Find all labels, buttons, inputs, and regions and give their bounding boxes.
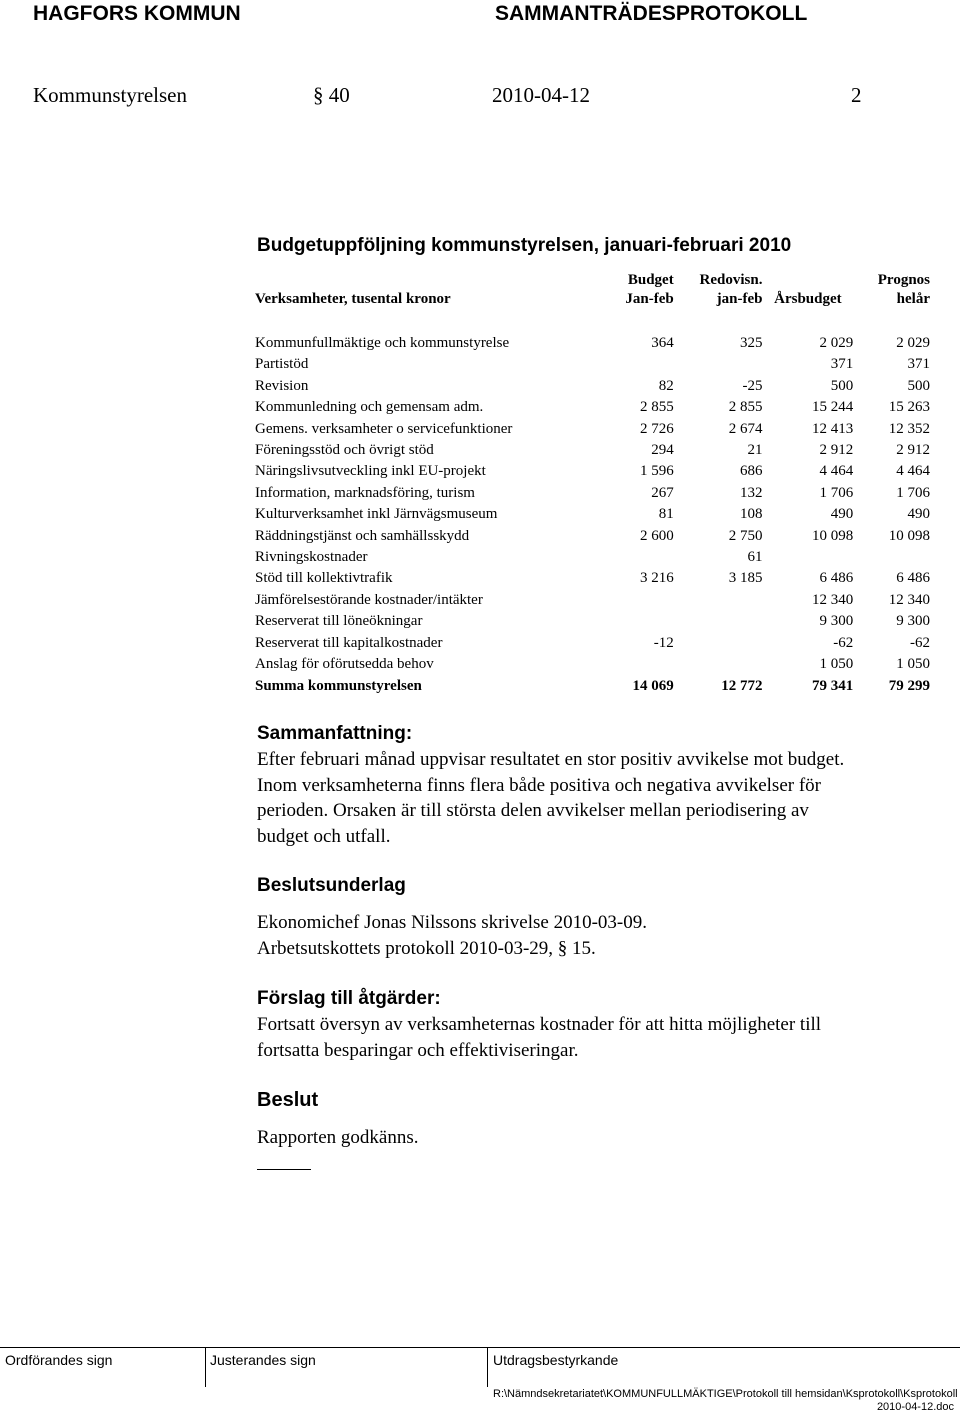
redovisn-jan-feb xyxy=(674,354,763,375)
prognos-helar: 6 486 xyxy=(896,570,930,587)
row-label: Räddningstjänst och samhällsskydd xyxy=(255,527,470,544)
arsbudget: 2 029 xyxy=(819,335,854,351)
redovisn-jan-feb xyxy=(674,633,763,654)
table-row xyxy=(255,333,930,354)
adjuster-signature-label: Justerandes sign xyxy=(210,1352,316,1368)
redovisn-jan-feb xyxy=(674,611,763,632)
prognos-helar: 490 xyxy=(907,506,930,523)
budget-jan-feb: 81 xyxy=(658,506,674,523)
basis-line: Ekonomichef Jonas Nilssons skrivelse 2010-03-09. xyxy=(257,912,647,933)
header-redovisn: Redovisn. xyxy=(699,272,763,288)
header-helar: helår xyxy=(896,291,930,307)
prognos-helar: 1 050 xyxy=(896,656,930,673)
total-row-label: Summa kommunstyrelsen xyxy=(255,677,422,694)
report-title: Budgetuppföljning kommunstyrelsen, januari-februari 2010 xyxy=(257,235,792,256)
row-label: Gemens. verksamheter o servicefunktioner xyxy=(255,420,513,437)
header-budget: Budget xyxy=(627,272,674,288)
row-label: Revision xyxy=(255,377,309,394)
budget-table xyxy=(255,271,930,697)
redovisn-jan-feb: 3 185 xyxy=(728,570,763,587)
total-arsbudget: 79 341 xyxy=(812,677,854,694)
decision-text xyxy=(257,1125,937,1151)
row-label: Reserverat till löneökningar xyxy=(255,613,423,630)
prognos-helar: 4 464 xyxy=(896,463,930,480)
budget-jan-feb xyxy=(588,654,674,675)
total-budget-jan-feb: 14 069 xyxy=(632,677,674,694)
table-row xyxy=(255,419,930,440)
redovisn-jan-feb: 21 xyxy=(747,442,763,459)
arsbudget: 1 050 xyxy=(819,656,854,673)
table-row xyxy=(255,590,930,611)
budget-jan-feb xyxy=(588,547,674,568)
arsbudget: 15 244 xyxy=(812,399,854,416)
arsbudget xyxy=(762,547,853,568)
prognos-helar: 12 340 xyxy=(888,591,930,608)
redovisn-jan-feb: 61 xyxy=(747,549,763,566)
arsbudget: 371 xyxy=(830,356,854,373)
budget-jan-feb: 2 600 xyxy=(639,527,674,544)
budget-jan-feb xyxy=(588,611,674,632)
prognos-helar: 15 263 xyxy=(888,399,930,416)
file-path: R:\Nämndsekretariatet\KOMMUNFULLMÄKTIGE\Protokoll till hemsidan\Ksprotokoll\Ksprotokoll xyxy=(493,1388,958,1400)
budget-jan-feb xyxy=(588,354,674,375)
decision-line: Rapporten godkänns. xyxy=(257,1127,419,1148)
prognos-helar: 9 300 xyxy=(896,613,930,630)
basis-line: Arbetsutskottets protokoll 2010-03-29, § 15. xyxy=(257,937,596,959)
footer-divider xyxy=(205,1347,206,1387)
row-label: Anslag för oförutsedda behov xyxy=(255,656,434,673)
row-label: Kulturverksamhet inkl Järnvägsmuseum xyxy=(255,506,498,523)
row-label: Kommunledning och gemensam adm. xyxy=(255,399,484,416)
budget-jan-feb: 1 596 xyxy=(639,463,674,480)
header-arsbudget: Årsbudget xyxy=(774,291,842,307)
row-label: Reserverat till kapitalkostnader xyxy=(255,634,443,651)
file-name: 2010-04-12.doc xyxy=(876,1401,954,1413)
committee-name: Kommunstyrelsen xyxy=(33,83,187,107)
row-label: Information, marknadsföring, turism xyxy=(255,484,475,501)
arsbudget: 12 340 xyxy=(812,591,854,608)
table-row xyxy=(255,504,930,525)
total-redovisn-jan-feb: 12 772 xyxy=(721,677,763,694)
redovisn-jan-feb: 2 855 xyxy=(728,399,763,416)
prognos-helar: 1 706 xyxy=(896,484,930,501)
arsbudget: 1 706 xyxy=(819,484,854,501)
row-label: Jämförelsestörande kostnader/intäkter xyxy=(255,591,483,608)
footer-divider xyxy=(487,1347,488,1387)
table-row xyxy=(255,568,930,589)
summary-line: perioden. Orsaken är till största delen avvikelser mellan periodisering av xyxy=(257,800,809,821)
closing-rule xyxy=(257,1169,311,1170)
meeting-date: 2010-04-12 xyxy=(492,83,590,107)
redovisn-jan-feb: 2 674 xyxy=(728,420,763,437)
arsbudget: 10 098 xyxy=(812,527,854,544)
prognos-helar: 371 xyxy=(907,356,930,373)
prognos-helar xyxy=(853,547,930,568)
header-jan-feb-redovisn: jan-feb xyxy=(716,291,763,307)
paragraph-number: § 40 xyxy=(313,83,350,107)
budget-jan-feb: 364 xyxy=(651,335,674,351)
decision-heading: Beslut xyxy=(257,1089,319,1111)
row-label: Stöd till kollektivtrafik xyxy=(255,570,393,587)
table-row xyxy=(255,376,930,397)
redovisn-jan-feb xyxy=(674,590,763,611)
redovisn-jan-feb: 108 xyxy=(739,506,763,523)
budget-jan-feb: 3 216 xyxy=(639,570,674,587)
budget-jan-feb: -12 xyxy=(653,634,674,651)
page-number: 2 xyxy=(851,83,862,107)
table-row xyxy=(255,526,930,547)
summary-text xyxy=(257,747,937,849)
table-header-row-1 xyxy=(255,271,930,290)
prognos-helar: 2 029 xyxy=(896,335,930,351)
row-label: Partistöd xyxy=(255,356,309,373)
arsbudget: -62 xyxy=(833,634,854,651)
table-row xyxy=(255,633,930,654)
proposal-text xyxy=(257,1012,937,1063)
prognos-helar: 500 xyxy=(907,377,930,394)
table-row xyxy=(255,354,930,375)
table-row xyxy=(255,397,930,418)
summary-line: budget och utfall. xyxy=(257,825,391,847)
arsbudget: 500 xyxy=(830,377,854,394)
row-label: Näringslivsutveckling inkl EU-projekt xyxy=(255,463,486,480)
arsbudget: 12 413 xyxy=(812,420,854,437)
table-row xyxy=(255,461,930,482)
total-prognos-helar: 79 299 xyxy=(888,677,930,694)
basis-heading: Beslutsunderlag xyxy=(257,875,406,896)
header-prognos: Prognos xyxy=(877,272,930,288)
header-verksamheter: Verksamheter, tusental kronor xyxy=(255,291,451,307)
redovisn-jan-feb: 325 xyxy=(739,335,763,351)
certified-extract-label: Utdragsbestyrkande xyxy=(493,1352,619,1368)
budget-jan-feb: 82 xyxy=(658,377,674,394)
budget-jan-feb xyxy=(588,590,674,611)
table-row xyxy=(255,483,930,504)
redovisn-jan-feb: 2 750 xyxy=(728,527,763,544)
proposal-line: Fortsatt översyn av verksamheternas kostnader för att hitta möjligheter till xyxy=(257,1014,822,1035)
basis-text xyxy=(257,910,937,961)
table-total-row xyxy=(255,676,930,697)
table-row xyxy=(255,611,930,632)
budget-jan-feb: 294 xyxy=(651,442,674,459)
summary-heading: Sammanfattning: xyxy=(257,723,413,744)
chair-signature-label: Ordförandes sign xyxy=(5,1352,113,1368)
prognos-helar: 12 352 xyxy=(888,420,930,437)
summary-line: Efter februari månad uppvisar resultatet en stor positiv avvikelse mot budget. xyxy=(257,749,845,770)
row-label: Rivningskostnader xyxy=(255,549,368,566)
redovisn-jan-feb: 686 xyxy=(739,463,763,480)
proposal-line: fortsatta besparingar och effektiviseringar. xyxy=(257,1039,579,1061)
table-row xyxy=(255,654,930,675)
document-type: SAMMANTRÄDESPROTOKOLL xyxy=(495,2,808,25)
summary-line: Inom verksamheterna finns flera både positiva och negativa avvikelser för xyxy=(257,774,821,796)
prognos-helar: -62 xyxy=(910,634,930,651)
prognos-helar: 2 912 xyxy=(896,442,930,459)
arsbudget: 4 464 xyxy=(819,463,854,480)
arsbudget: 6 486 xyxy=(819,570,854,587)
arsbudget: 9 300 xyxy=(819,613,854,630)
proposal-heading: Förslag till åtgärder: xyxy=(257,988,441,1009)
table-header-row-2 xyxy=(255,290,930,309)
budget-jan-feb: 267 xyxy=(651,484,674,501)
redovisn-jan-feb: 132 xyxy=(739,484,763,501)
organization-name: HAGFORS KOMMUN xyxy=(33,2,241,25)
arsbudget: 2 912 xyxy=(819,442,854,459)
redovisn-jan-feb xyxy=(674,654,763,675)
header-jan-feb: Jan-feb xyxy=(625,291,674,307)
arsbudget: 490 xyxy=(830,506,854,523)
table-row xyxy=(255,440,930,461)
prognos-helar: 10 098 xyxy=(888,527,930,544)
footer-rule xyxy=(0,1347,960,1348)
budget-jan-feb: 2 855 xyxy=(639,399,674,416)
table-row xyxy=(255,547,930,568)
row-label: Kommunfullmäktige och kommunstyrelse xyxy=(255,335,510,351)
redovisn-jan-feb: -25 xyxy=(742,377,763,394)
row-label: Föreningsstöd och övrigt stöd xyxy=(255,442,434,459)
budget-jan-feb: 2 726 xyxy=(639,420,674,437)
